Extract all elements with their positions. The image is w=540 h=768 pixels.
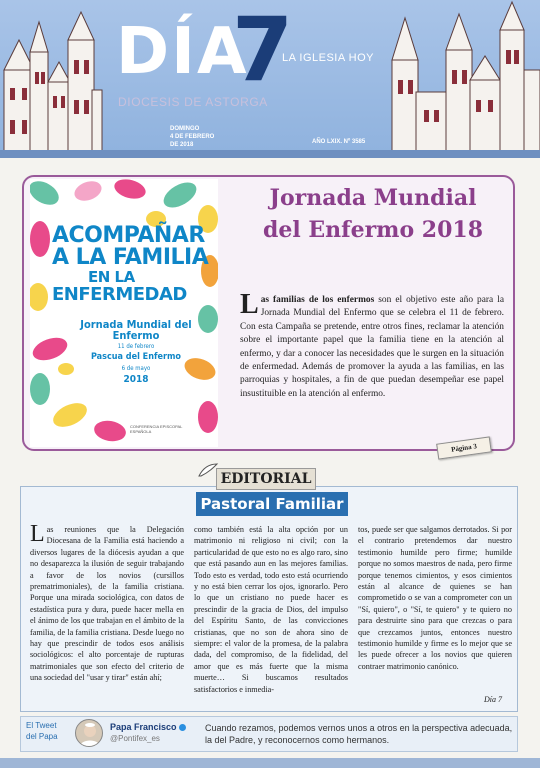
editorial-col1-text: as reuniones que la Delegación Diocesana de la Familia está haciendo a diversos lugares de la diócesis ayudan a que no desaparezca la ilusión de seguir trabajando a favor de los novios (cursillos prematrimoniales), de la familia cristiana. Porque una mirada sociológica, con datos de estadística pura y dura, puede hacer mella en el ánimo de los que trabajan en el ámbito de la familia, de la familia cristiana. Desde luego no hay que prescindir de todos esos análisis sociológicos: el alto porcentaje de rupturas matrimoniales que son efecto del criterio de una sociedad del "usar y tirar" están ahí; — [30, 525, 184, 683]
feature-title-line-1: Jornada Mundial — [269, 185, 477, 211]
issue-date-line: 4 DE FEBRERO — [170, 134, 215, 140]
tweet-author-text: Papa Francisco — [110, 722, 177, 732]
tweet-author-name[interactable] — [110, 722, 186, 732]
editorial-column-1 — [30, 521, 184, 684]
poster-title — [52, 225, 218, 305]
feature-title-line-2: del Enfermo 2018 — [262, 217, 484, 243]
editorial-signature: Día 7 — [484, 695, 502, 704]
issue-date — [170, 125, 214, 149]
feature-body — [240, 289, 504, 401]
poster-org-logo: CONFERENCIA EPISCOPAL ESPAÑOLA — [130, 424, 183, 434]
tagline: LA IGLESIA HOY — [282, 52, 374, 64]
poster-title-line-1: ACOMPAÑAR — [52, 223, 205, 248]
logo-dia: DÍA — [116, 15, 249, 89]
editorial-dropcap: L — [30, 521, 45, 547]
issue-day: DOMINGO — [170, 126, 200, 132]
feature-dropcap: L — [240, 289, 259, 320]
poster-pascua: Pascua del Enfermo — [90, 352, 181, 362]
hands-illustration — [30, 179, 218, 447]
poster-year: 2018 — [123, 374, 149, 385]
poster-title-line-4: ENFERMEDAD — [52, 284, 187, 305]
diocese-name: DIOCESIS DE ASTORGA — [118, 95, 268, 109]
feature-text: son el objetivo este año para la Jornada Mundial del Enfermo que se celebra el 11 de febrero. Con esta Campaña se pretende, entre otros fines, reclamar la atención sobre el importante papel que la familia tiene en la atención al enfermo, y dar a conocer las necesidades que le surgen en la situación de enfermedad. Además de promover la ayuda a las familias, en las parroquias y hospitales, a fin de que puedan desempeñar ese papel insustituible en la atención al enfermo. — [240, 295, 504, 399]
issue-year-line: DE 2018 — [170, 142, 194, 148]
masthead — [0, 0, 540, 158]
poster-title-line-2: A LA FAMILIA — [52, 245, 209, 270]
poster-dates — [66, 319, 206, 385]
poster-pascua-date: 6 de mayo — [121, 365, 151, 372]
editorial-column-3: tos, puede ser que salgamos derrotados. Si por el contrario pretendemos dar nuestro testimonio humilde pero firme; humilde porque no somos maestros de nada, pero firme porque tenemos cimientos, y esos cimientos están al alcance de quienes se han comprometido o se van a comprometer con un "Sí, quiero", o "Sí, te quiero" y te quiero no para destruirte sino para que crezcas o para que crezcamos juntos, entonces nuestro testimonio humilde y firme es lo mejor que se les puede ofrecer a los novios que quieren contraer matrimonio canónico. — [358, 525, 512, 671]
poster-jornada-date: 11 de febrero — [117, 343, 155, 350]
logo-seven: 7 — [232, 0, 294, 101]
editorial-label: EDITORIAL — [216, 468, 316, 490]
feature-title — [238, 182, 508, 246]
campaign-poster — [30, 179, 218, 447]
tweet-handle[interactable]: @Pontifex_es — [110, 734, 160, 743]
poster-jornada: Jornada Mundial del Enfermo — [80, 318, 192, 342]
editorial-column-2: como también está la alta opción por un matrimonio ni religioso ni civil; con la particularidad de que esto no es algo raro, sino que está pasando aun en las mejores familias. Todo esto es verdad, todo esto está ocurriendo y no está bien cerrar los ojos, ignorarlo. Pero lo que un cristiano no puede hacer es prescindir de la gracia de Dios, del impulso del Espíritu Santo, de las convicciones cristianas, que no son de ahora sino de siempre: el valor de la promesa, de la palabra dada, del compromiso, de la fidelidad, del amor que es más fuerte que la misma muerte… Si buscamos resultados satisfactorios e inmedia- — [194, 525, 348, 694]
tweet-text: Cuando rezamos, podemos vernos unos a otros en la perspectiva adecuada, la del Padre, y reconocernos como hermanos. — [205, 723, 513, 745]
verified-icon — [179, 724, 186, 731]
tweet-label-line-1: El Tweet — [26, 721, 57, 730]
tweet-label-line-2: del Papa — [26, 732, 58, 741]
tweet-label — [26, 720, 76, 742]
page-reference-tag[interactable]: Página 3 — [436, 436, 492, 459]
feature-lead: as familias de los enfermos — [260, 295, 375, 305]
avatar[interactable] — [75, 719, 103, 747]
poster-title-line-3: EN LA — [88, 268, 135, 286]
editorial-title: Pastoral Familiar — [196, 492, 348, 516]
issue-number: AÑO LXIX. Nº 3585 — [312, 139, 366, 145]
bottom-strip — [0, 758, 540, 768]
